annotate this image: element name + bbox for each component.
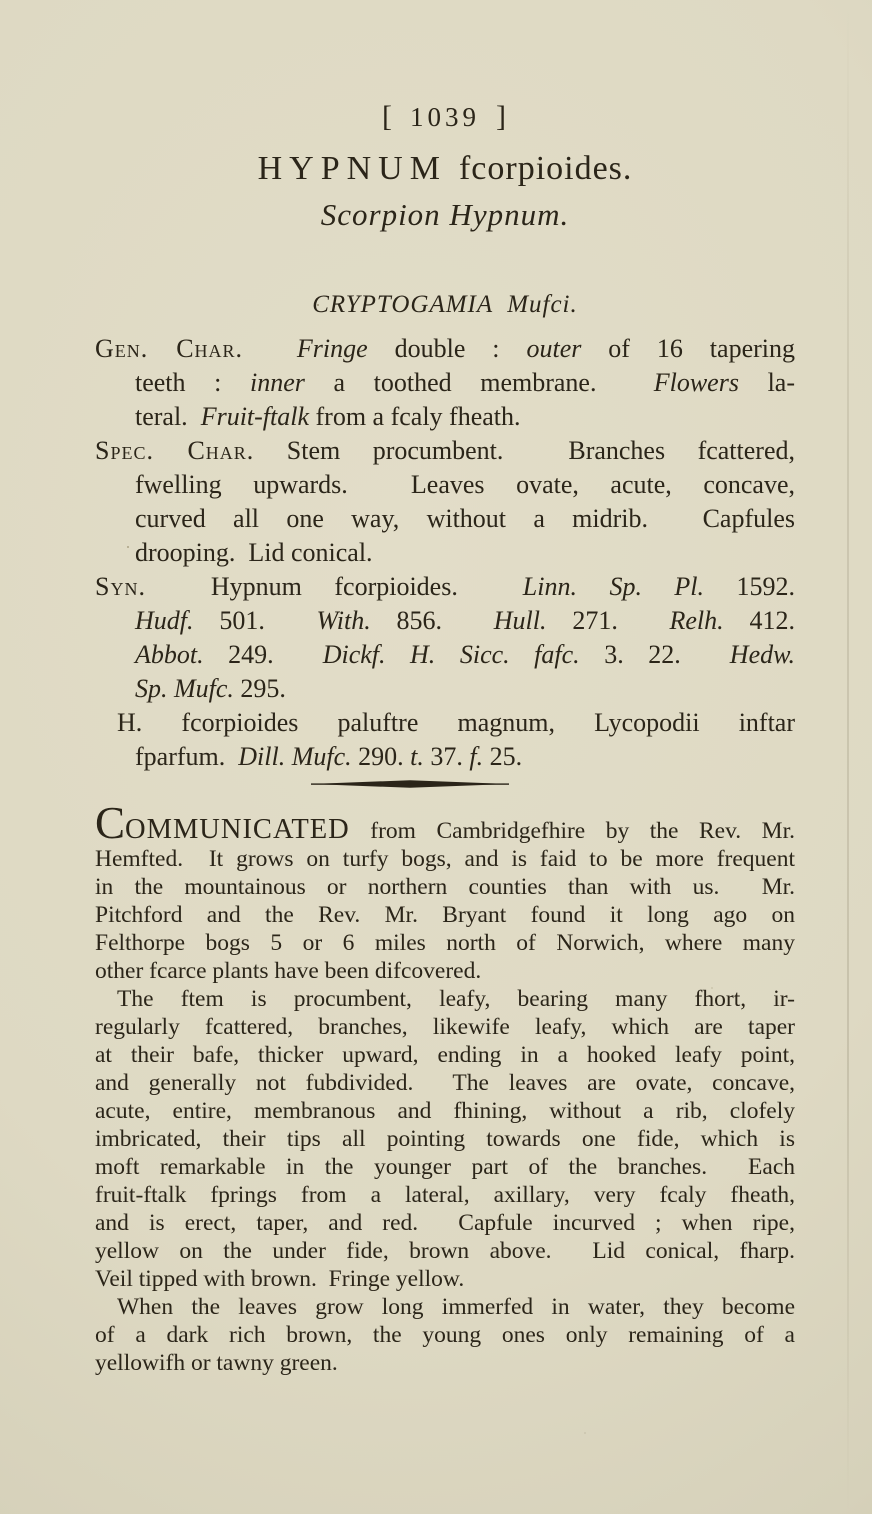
page-number-bracket-open: [ <box>382 100 394 133</box>
text-line: COMMUNICATED from Cambridgefhire by the Rev. Mr. <box>95 798 795 848</box>
page-number <box>95 100 795 134</box>
text-line: Syn. Hypnum fcorpioides. Linn. Sp. Pl. 1592. <box>95 572 796 601</box>
body-text <box>95 798 795 1377</box>
species-title <box>95 148 795 190</box>
page-number-value: 1039 <box>410 102 480 132</box>
text-line: at their bafe, thicker upward, ending in a hooked leafy point, <box>95 1042 795 1068</box>
text-line: Spec. Char. Stem procumbent. Branches fcattered, <box>95 436 795 465</box>
text-line: curved all one way, without a midrib. Capfules <box>135 504 795 533</box>
text-line: and is erect, taper, and red. Capfule incurved ; when ripe, <box>95 1210 795 1236</box>
text-line: moft remarkable in the younger part of the branches. Each <box>95 1154 795 1180</box>
text-line: regularly fcattered, branches, likewife leafy, which are taper <box>95 1014 795 1040</box>
text-line: yellowifh or tawny green. <box>95 1350 338 1376</box>
text-line: H. fcorpioides paluftre magnum, Lycopodii inftar <box>117 708 795 737</box>
text-line: fwelling upwards. Leaves ovate, acute, concave, <box>135 470 795 499</box>
text-line: teral. Fruit-ftalk from a fcaly fheath. <box>135 402 521 431</box>
text-line: and generally not fubdivided. The leaves are ovate, concave, <box>95 1070 795 1096</box>
text-line: yellow on the under fide, brown above. Lid conical, fharp. <box>95 1238 795 1264</box>
text-line: in the mountainous or northern counties than with us. Mr. <box>95 874 795 900</box>
text-line: Hudf. 501. With. 856. Hull. 271. Relh. 412. <box>135 606 795 635</box>
character-synonymy-block <box>95 332 795 774</box>
classification-line: CRYPTOGAMIA Mufci. <box>312 291 578 318</box>
text-line: Veil tipped with brown. Fringe yellow. <box>95 1266 465 1292</box>
swelled-rule <box>311 779 795 789</box>
text-line: The ftem is procumbent, leafy, bearing many fhort, ir- <box>117 986 795 1012</box>
text-line: Gen. Char. Fringe double : outer of 16 tapering <box>95 334 795 363</box>
text-line: Pitchford and the Rev. Mr. Bryant found it long ago on <box>95 902 795 928</box>
text-block <box>95 0 795 1377</box>
text-line: acute, entire, membranous and fhining, without a rib, clofely <box>95 1098 795 1124</box>
text-line: fparfum. Dill. Mufc. 290. t. 37. f. 25. <box>135 742 523 771</box>
vernacular-name: Scorpion Hypnum. <box>320 197 570 232</box>
swelled-rule-shape <box>311 779 509 789</box>
text-line: Felthorpe bogs 5 or 6 miles north of Norwich, where many <box>95 930 795 956</box>
text-line: drooping. Lid conical. <box>135 538 373 567</box>
text-line: teeth : inner a toothed membrane. Flowers la- <box>135 368 795 397</box>
text-line: of a dark rich brown, the young ones only remaining of a <box>95 1322 795 1348</box>
page-number-bracket-close: ] <box>496 100 508 133</box>
genus-name: HYPNUM <box>257 150 447 187</box>
text-line: When the leaves grow long immerfed in water, they become <box>117 1294 795 1320</box>
paragraph-description <box>95 985 795 1293</box>
text-line: fruit-ftalk fprings from a lateral, axillary, very fcaly fheath, <box>95 1182 795 1208</box>
species-epithet: fcorpioides. <box>458 150 633 187</box>
text-line: Hemfted. It grows on turfy bogs, and is faid to be more frequent <box>95 846 795 872</box>
text-line: Abbot. 249. Dickf. H. Sicc. fafc. 3. 22. Hedw. <box>135 640 796 669</box>
text-line: imbricated, their tips all pointing towards one fide, which is <box>95 1126 795 1152</box>
text-line: other fcarce plants have been difcovered. <box>95 958 482 984</box>
paragraph-communicated <box>95 798 795 985</box>
text-line: Sp. Mufc. 295. <box>135 674 286 703</box>
paragraph-water-note <box>95 1293 795 1377</box>
